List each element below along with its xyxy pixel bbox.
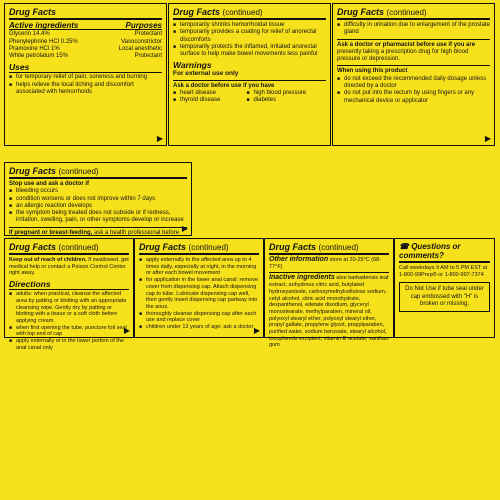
conditions-list	[173, 90, 326, 105]
external-use-label: For external use only	[173, 70, 239, 78]
continued-label: (continued)	[222, 8, 263, 17]
drug-facts-panel-5	[4, 238, 134, 351]
keep-bold: Keep out of reach of children.	[9, 257, 87, 263]
stop-item: ■ the symptom being treated does not subside or if redness, irritation, swelling, pain, or other symptoms develop or increase	[9, 210, 187, 225]
ingredient-purpose: Protectant	[134, 31, 162, 38]
continue-arrow-icon: ▶	[181, 224, 188, 233]
ingredient-name: Pramoxine HCl 1%	[9, 45, 60, 52]
active-ingredients-heading: Active ingredients	[9, 21, 79, 30]
other-information	[269, 257, 389, 270]
directions-heading: Directions	[9, 279, 129, 290]
condition-item: ■ high blood pressure	[246, 90, 326, 97]
divider	[9, 227, 187, 228]
divider	[337, 65, 490, 66]
condition-item: ■ thyroid disease	[173, 97, 246, 104]
ingredient-row	[9, 53, 162, 60]
title-text: Drug Facts	[139, 242, 187, 252]
when-using-label: When using this product	[337, 68, 408, 75]
panel-title	[173, 7, 326, 20]
continued-label: (continued)	[58, 167, 99, 176]
use-item: ■ temporarily provides a coating for relief of anorectal discomforts	[173, 29, 326, 44]
ingredient-row	[9, 39, 162, 46]
ask-pharmacist-text: presently taking a prescription drug for high blood pressure or depression.	[337, 48, 469, 63]
ingredient-purpose: Protectant	[134, 53, 162, 60]
drug-facts-panel-2	[168, 3, 331, 146]
direction-item: ■ apply externally to the affected area up to 4 times daily, especially at night, in the morning or after each bowel movement	[139, 257, 259, 277]
inactive-text: aloe barbadensis leaf extract, anhydrous citric acid, butylated hydroxyanisole, carboxymethylcellulose sodium, cetyl alcohol, citric acid monohydrate, dexpanthenol, edetate disodium, glyceryl monostearate, methylparaben, mineral oil, polyoxyl stearyl ether, polyoxyl stearyl ether, propyl gallate, propylene glycol, propylparaben, purified water, sodium benzoate, stearyl alcohol, tocopherols excipient, vitamin E acetate, xanthan gum	[269, 275, 389, 349]
continue-arrow-icon: ▶	[484, 134, 491, 143]
ingredient-name: Glycerin 14.4%	[9, 31, 50, 38]
direction-item: ■ for application in the lower anal canal: remove cover from dispensing cap. Attach dispensing cap to tube. Lubricate dispensing cap well, then gently insert dispensing cap partway into the anus.	[139, 277, 259, 311]
phone-icon: ☎	[399, 242, 409, 251]
ask-doctor-label: Ask a doctor before use if you have	[173, 82, 275, 89]
continue-arrow-icon: ▶	[156, 134, 163, 143]
pregnancy-text: ask a health professional before	[94, 229, 180, 236]
warning-item: ■ do not put into the rectum by using fingers or any mechanical device or applicator	[337, 90, 490, 105]
ingredient-row	[9, 46, 162, 53]
questions-panel	[394, 238, 495, 338]
drug-facts-panel-7	[264, 238, 394, 349]
warning-item: ■ do not exceed the recommended daily dosage unless directed by a doctor	[337, 76, 490, 91]
title-text: Drug Facts	[269, 242, 317, 252]
other-info-text: store at 20-25°C (68-77°F)	[269, 257, 382, 270]
ask-pharmacist-label: Ask a doctor or pharmacist before use if you are	[337, 41, 476, 48]
condition-item: ■ difficulty in urination due to enlargement of the prostate gland	[337, 22, 490, 37]
use-item: ■ for temporary relief of pain, soreness and burning	[9, 74, 162, 81]
title-text: Drug Facts	[9, 242, 57, 252]
ingredient-purpose: Vasoconstrictor	[121, 38, 162, 45]
tamper-warning-box: Do Not Use if tube seal under cap embossed with "H" is broken or missing.	[399, 282, 490, 312]
drug-facts-panel-6	[134, 238, 264, 338]
stop-item: ■ an allergic reaction develops	[9, 203, 187, 210]
continued-label: (continued)	[58, 243, 99, 252]
use-item: ■ temporarily shrinks hemorrhoidal tissue	[173, 22, 326, 29]
drug-facts-panel-1	[4, 3, 167, 146]
panel-title	[9, 166, 187, 179]
panel-title	[139, 242, 259, 255]
drug-facts-panel-4	[4, 162, 192, 236]
continue-arrow-icon: ▶	[253, 326, 260, 335]
questions-title: Questions or comments?	[399, 242, 461, 260]
purposes-heading: Purposes	[125, 21, 162, 30]
condition-item: ■ diabetes	[246, 97, 326, 104]
direction-item: ■ adults: when practical, cleanse the affected area by patting or blotting with an appropriate cleansing wipe. Gently dry by patting or blotting with a tissue or a soft cloth before applying cream.	[9, 291, 129, 325]
divider	[269, 272, 389, 273]
divider	[173, 80, 326, 81]
uses-heading: Uses	[9, 62, 162, 73]
direction-item: ■ thoroughly cleanse dispensing cap after each use and replace cover	[139, 311, 259, 324]
stop-item: ■ bleeding occurs	[9, 188, 187, 195]
panel-title	[337, 7, 490, 20]
use-item: ■ helps relieve the local itching and discomfort associated with hemorrhoids	[9, 82, 162, 97]
ingredient-row	[9, 31, 162, 38]
panel-title	[9, 242, 129, 255]
use-item: ■ temporarily protects the inflamed, irritated anorectal surface to help make bowel movements less painful	[173, 44, 326, 59]
condition-item: ■ heart disease	[173, 90, 246, 97]
continued-label: (continued)	[318, 243, 359, 252]
phone-text: Call weekdays 9 AM to 5 PM EST at 1-800-99Prep® or 1-800-997-7374	[399, 265, 488, 278]
continued-label: (continued)	[386, 8, 427, 17]
panel-title: Drug Facts	[9, 7, 162, 20]
ingredient-purpose: Local anesthetic	[118, 45, 162, 52]
title-text: Drug Facts	[337, 7, 385, 17]
other-info-heading: Other information	[269, 256, 329, 263]
inactive-heading: Inactive ingredients	[269, 274, 335, 282]
direction-item: ■ apply externally or in the lower portion of the anal canal only	[9, 338, 129, 351]
continued-label: (continued)	[188, 243, 229, 252]
ingredients-header-row	[9, 22, 162, 30]
title-text: Drug Facts	[173, 7, 221, 17]
continue-arrow-icon: ▶	[123, 326, 130, 335]
questions-heading	[399, 242, 490, 263]
stop-item: ■ condition worsens or does not improve within 7 days	[9, 196, 187, 203]
keep-out-of-reach	[9, 257, 129, 277]
title-text: Drug Facts	[9, 166, 57, 176]
keep-text: If swallowed, get medical help or contact a Poison Control Center right away.	[9, 257, 129, 277]
pregnancy-bold: If pregnant or breast-feeding,	[9, 229, 93, 236]
panel-title	[269, 242, 389, 255]
drug-facts-panel-3	[332, 3, 495, 146]
direction-item: ■ when first opening the tube, puncture foil seal with top end of cap	[9, 325, 129, 338]
ingredient-name: White petrolatum 15%	[9, 53, 69, 60]
divider	[337, 39, 490, 40]
inactive-ingredients	[269, 275, 389, 349]
ingredient-name: Phenylephrine HCl 0.25%	[9, 38, 78, 45]
direction-item: ■ children under 12 years of age: ask a doctor	[139, 324, 259, 331]
warnings-heading: Warnings	[173, 60, 212, 71]
stop-use-label: Stop use and ask a doctor if	[9, 181, 90, 187]
